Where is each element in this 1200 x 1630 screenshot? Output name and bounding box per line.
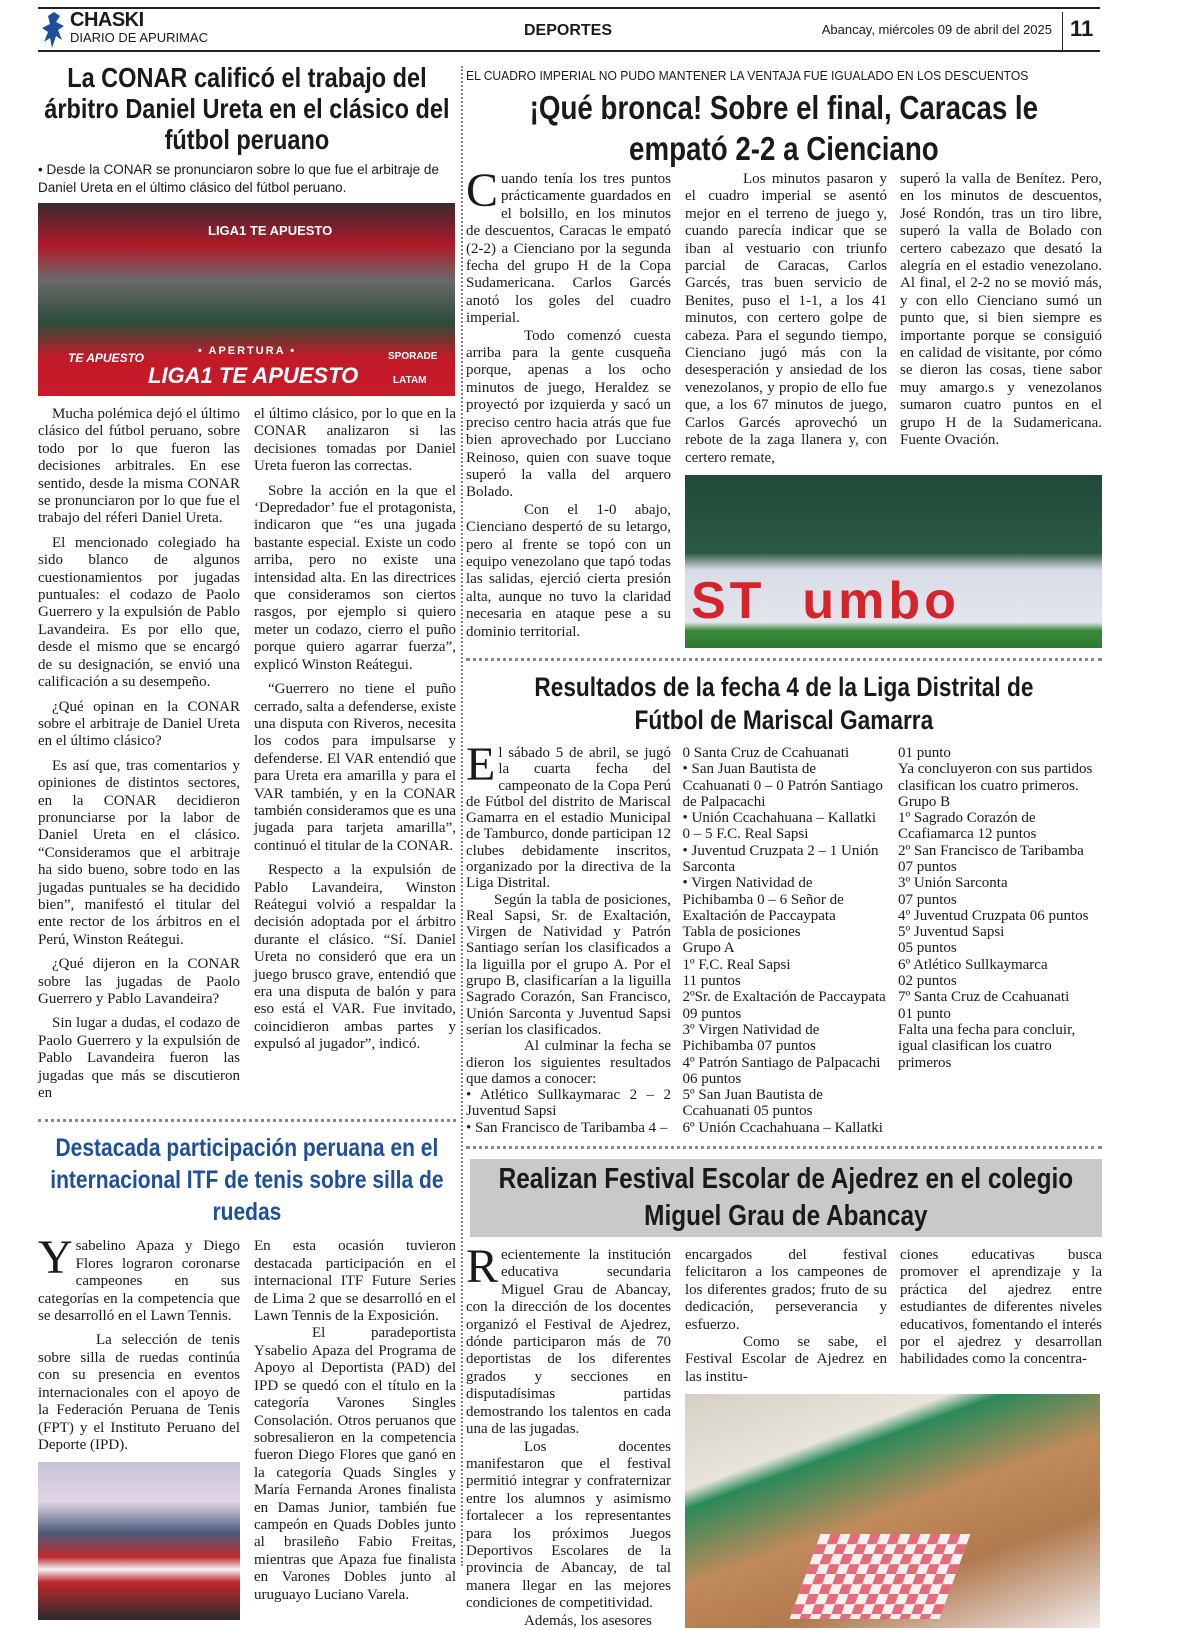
ajedrez-photo	[685, 1394, 1100, 1628]
conar-body	[38, 406, 456, 1109]
cienciano-column-2: Los minutos pasaron y el cuadro imperial se asentó mejor en el terreno de juego y, cuando parecía indicar que se iban al vestuario con triunfo parcial de Caracas, Carlos Garcés, tras buen servicio de Benites, puso el 1-1, a los 41 minutos, con certero golpe de cabeza. Para el segundo tiempo, Cienciano jugó más con la desesperación y ansiedad de los venezolanos, y propio de ello fue que, a los 67 minutos de juego, Carlos Garcés aprovechó un rebote de la zaga llanera y, con certero remate,	[685, 171, 887, 466]
dropcap: E	[466, 737, 496, 791]
page-number: 11	[1070, 16, 1094, 41]
section-divider	[466, 658, 1102, 661]
ajedrez-column-1: Recientemente la institución educativa secundaria Miguel Grau de Abancay, con la dirección de los docentes organizó el Festival de Ajedrez, dónde participaron más de 70 deportistas de los diferentes grados y secciones en disputadísimas partidas demostrando los talentos en cada una de las jugadas. Los docentes manifestaron que el festival permitió integrar y confraternizar entre los alumnos y asimismo fortalecer a los representantes para los próximos Juegos Deportivos Escolares de la provincia de Abancay, de tal manera llegar en las mejores condiciones de competitividad. Además, los asesores	[466, 1240, 671, 1629]
conar-photo: LIGA1 TE APUESTO • APERTURA • LIGA1 TE APUESTO TE APUESTO SPORADE LATAM	[38, 203, 455, 396]
cienciano-body	[466, 164, 1102, 648]
liga-standings-column: 01 punto Ya concluyeron con sus partidos clasifican los cuatro primeros. Grupo B 1º Sagrado Corazón de Ccafiamarca 12 puntos 2º San Francisco de Taribamba 07 puntos 3º Unión Sarconta 07 puntos 4º Juventud Cruzpata 06 puntos 5º Juventud Sapsi 05 puntos 6º Atlético Sullkaymarca 02 puntos 7º Santa Cruz de Ccahuanati 01 punto Falta una fecha para concluir, igual clasifican los cuatro primeros	[898, 744, 1093, 1071]
ajedrez-right	[685, 1247, 1102, 1628]
conar-summary: • Desde la CONAR se pronunciaron sobre lo que fue el arbitraje de Daniel Ureta en el último clásico del fútbol peruano.	[38, 162, 439, 195]
header-divider	[1062, 12, 1063, 50]
left-section	[38, 62, 456, 1620]
ajedrez-column-2: encargados del festival felicitaron a los campeones de los diferentes grados; fruto de su dedicación, perseverancia y esfuerzo. Como se sabe, el Festival Escolar de Ajedrez en las institu-	[685, 1247, 887, 1385]
conar-headline: La CONAR calificó el trabajo del árbitro Daniel Ureta en el clásico del fútbol peruano	[44, 62, 450, 155]
conar-column-1: Mucha polémica dejó el último clásico del fútbol peruano, sobre todo por lo que fueron las decisiones arbitrales. En ese sentido, desde la misma CONAR se pronunciaron por lo que fue el trabajo del réferi Daniel Ureta. El mencionado colegiado ha sido blanco de algunos cuestionamientos por jugadas puntuales: el codazo de Paolo Guerrero y la expulsión de Pablo Lavandeira. Es por ello que, desde el mismo que se encargó de su designación, se envió una calificación a su desempeño. ¿Qué opinan en la CONAR sobre el arbitraje de Daniel Ureta en el último clásico? Es así que, tras comentarios y opiniones de distintos sectores, en la CONAR decidieron pronunciarse por la labor de Daniel Ureta en el clásico. “Consideramos que el arbitraje ha sido bueno, sobre todo en las jugadas puntuales se ha decidido bien”, manifestó el titular del ente rector de los árbitros en el Perú, Winston Reátegui. ¿Qué dijeron en la CONAR sobre las jugadas de Paolo Guerrero y Pablo Lavandeira? Sin lugar a dudas, el codazo de Paolo Guerrero y la expulsión de Pablo Lavandeira fueron las jugadas que más se discutieron en	[38, 406, 240, 1102]
cienciano-column-1: Cuando tenía los tres puntos prácticamente guardados en el bolsillo, en los minutos de descuentos, Caracas le empató (2-2) a Cienciano por la segunda fecha del grupo H de la Copa Sudamericana. Carlos Garcés anotó los goles del cuadro imperial. Todo comenzó cuesta arriba para la gente cusqueña porque, apenas a los ocho minutos de juego, Heraldez se proyectó por izquierda y sacó un preciso centro hacia atrás que fue bien aprovechado por Lucciano Reinoso, quien con suave toque superó la valla del arquero Bolado. Con el 1-0 abajo, Cienciano despertó de su letargo, pero al frente se topó con un equipo venezolano que tapó todas las salidas, ejerció cierta presión alta, aunque no tuvo la claridad necesaria en ataque pese a su dominio territorial.	[466, 164, 671, 640]
section-divider	[38, 1119, 456, 1122]
liga-column-1: El sábado 5 de abril, se jugó la cuarta fecha del campeonato de la Copa Perú de Fútbol del distrito de Mariscal Gamarra en el estadio Municipal de Tamburco, donde participan 12 clubes debidamente inscritos, organizado por la directiva de la Liga Distrital. Según la tabla de posiciones, Real Sapsi, Sr. de Exaltación, Virgen de Natividad y Patrón Santiago serían los clasificados a la liguilla por el grupo A. Por el grupo B, clasificarían a la liguilla Sagrado Corazón, San Francisco, Unión Sarconta y Juventud Sapsi serían los clasificados. Al culminar la fecha se dieron los siguientes resultados que damos a conocer: • Atlético Sullkaymarac 2 – 2 Juventud Sapsi • San Francisco de Taribamba 4 –	[466, 737, 671, 1136]
header-bottom-rule	[38, 50, 1100, 52]
ajedrez-column-3: ciones educativas busca promover el aprendizaje y la práctica del ajedrez entre estudiantes de diferentes niveles educativos, fomentando el interés por el ajedrez y desarrollan habilidades como la concentra-	[900, 1247, 1102, 1368]
brand-name: CHASKI	[70, 9, 144, 31]
right-section	[466, 68, 1102, 1630]
column-divider	[461, 66, 463, 1566]
tenis-headline: Destacada participación peruana en el internacional ITF de tenis sobre silla de ruedas	[50, 1134, 444, 1227]
dropcap: C	[466, 164, 499, 217]
tenis-photo	[38, 1462, 240, 1620]
tenis-body	[38, 1231, 456, 1620]
header-top-rule	[38, 7, 1100, 9]
dropcap: R	[466, 1240, 499, 1294]
liga-results-column: 0 Santa Cruz de Ccahuanati • San Juan Bautista de Ccahuanati 0 – 0 Patrón Santiago de Palpacachi • Unión Ccachahuana – Kallatki 0 – 5 F.C. Real Sapsi • Juventud Cruzpata 2 – 1 Unión Sarconta • Virgen Natividad de Pichibamba 0 – 6 Señor de Exaltación de Paccaypata Tabla de posiciones Grupo A 1º F.C. Real Sapsi 11 puntos 2ºSr. de Exaltación de Paccaypata 09 puntos 3º Virgen Natividad de Pichibamba 07 puntos 4º Patrón Santiago de Palpacachi 06 puntos 5º San Juan Bautista de Ccahuanati 05 puntos 6º Unión Ccachahuana – Kallatki	[682, 744, 886, 1136]
cienciano-kicker: EL CUADRO IMPERIAL NO PUDO MANTENER LA VENTAJA FUE IGUALADO EN LOS DESCUENTOS	[466, 68, 1029, 83]
cienciano-headline: ¡Qué bronca! Sobre el final, Caracas le empató 2-2 a Cienciano	[529, 89, 1039, 167]
cienciano-photo: ST umbo	[685, 475, 1102, 648]
cienciano-column-3: superó la valla de Benítez. Pero, en los minutos de descuentos, José Rondón, tras un tiro libre, superó la valla de Bolado con certero cabezazo que desató la alegría en el estadio venezolano. Al final, el 2-2 no se movió más, y con ello Cienciano sumó un punto que, si bien siempre es importante porque se consiguió en calidad de visitante, por cómo se dieron las cosas, tiene sabor muy amargo.s y venezolanos sumaron cuatro puntos en el grupo H de la Sudamericana. Fuente Ovación.	[900, 171, 1102, 449]
tenis-left	[38, 1231, 240, 1620]
issue-date: Abancay, miércoles 09 de abril del 2025	[821, 22, 1052, 37]
chaski-runner-icon	[40, 10, 68, 50]
cienciano-right	[685, 171, 1102, 648]
section-name: DEPORTES	[523, 22, 612, 39]
ajedrez-headline: Realizan Festival Escolar de Ajedrez en el colegio Miguel Grau de Abancay	[470, 1159, 1102, 1237]
liga-body	[466, 737, 1102, 1136]
liga-headline: Resultados de la fecha 4 de la Liga Distrital de Fútbol de Mariscal Gamarra	[534, 671, 1034, 735]
tenis-column-2: En esta ocasión tuvieron destacada participación en el internacional ITF Future Series de Lima 2 que se desarrolló en el Lawn Tennis de la Exposición. El paradeportista Ysabelio Apaza del Programa de Apoyo al Deportista (PAD) del IPD se quedó con el título en la categoría Varones Singles Consolación. Otros peruanos que sobresalieron en la competencia fueron Diego Flores que ganó en la categoría Quads Singles y María Fernanda Arones finalista en Damas Junior, también fue campeón en Quads Dobles junto al brasileño Fabio Freitas, mientras que Apaza fue finalista en Varones Dobles junto al uruguayo Luciano Varela.	[254, 1238, 456, 1603]
tenis-column-1: Ysabelino Apaza y Diego Flores lograron coronarse campeones en sus categorías en la competencia que se desarrolló en el Lawn Tennis. La selección de tenis sobre silla de ruedas continúa con su presencia en eventos internacionales con el apoyo de la Federación Peruana de Tenis (FPT) y el Instituto Peruano del Deporte (IPD).	[38, 1231, 240, 1453]
section-divider	[466, 1146, 1102, 1149]
conar-column-2: el último clásico, por lo que en la CONAR analizaron si las decisiones tomadas por Daniel Ureta fueron las correctas. Sobre la acción en la que el ‘Depredador’ fue el protagonista, indicaron que “es una jugada bastante especial. Existe un codo arriba, pero no existe una intensidad alta. En las directrices que consideramos son ciertos rasgos, por ejemplo si quiero meter un codazo, cierro el puño porque quiero agarrar fuerza”, explicó Winston Reátegui. “Guerrero no tiene el puño cerrado, salta a defenderse, existe una disputa con Riveros, necesita los codos para impulsarse y defenderse. El VAR entendió que para Ureta era amarilla y para el VAR también, y en la CONAR también consideramos que es una jugada para tarjeta amarilla”, continuó el titular de la CONAR. Respecto a la expulsión de Pablo Lavandeira, Winston Reátegui volvió a respaldar la decisión adoptada por el árbitro durante el clásico. “Sí. Daniel Ureta no consideró que era un juego brusco grave, entendió que era una disputa de balón y para eso está el VAR. Fue invitado, coincidieron ambas partes y expulsó al jugador”, indicó.	[254, 406, 456, 1053]
brand-tagline: DIARIO DE APURIMAC	[70, 30, 208, 45]
dropcap: Y	[38, 1231, 73, 1285]
ajedrez-body	[466, 1240, 1102, 1630]
chessboard	[790, 1534, 971, 1619]
